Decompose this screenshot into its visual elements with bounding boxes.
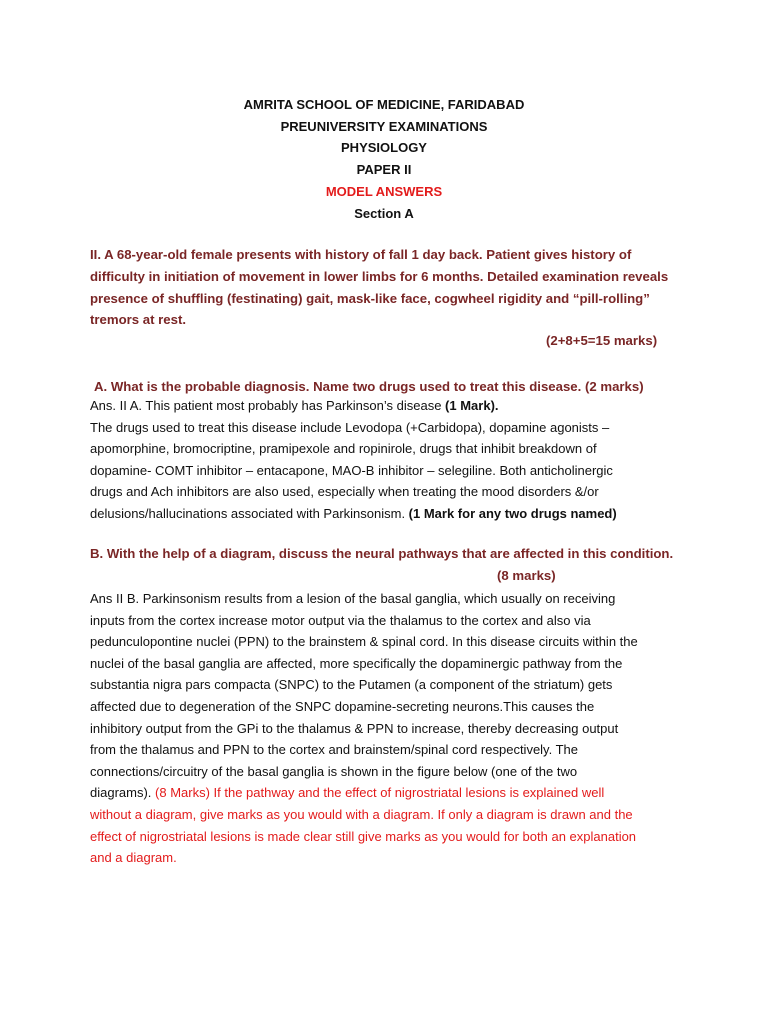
part-b-question: B. With the help of a diagram, discuss the neural pathways that are affected in this condition.	[90, 546, 674, 561]
school-name: AMRITA SCHOOL OF MEDICINE, FARIDABAD	[243, 97, 525, 112]
part-b-answer: Ans II B. Parkinsonism results from a lesion of the basal ganglia, which usually on receiving inputs from the cortex increase motor output via the thalamus to the cortex and also via pedunculopontine nuclei (PPN) to the brainstem & spinal cord. In this disease circuits within the nuclei of the basal ganglia are affected, more specifically the dopaminergic pathway from the substantia nigra pars compacta (SNPC) to the Putamen (a component of the striatum) gets affected due to degeneration of the SNPC dopamine-secreting neurons.This causes the inhibitory output from the GPi to the thalamus & PPN to increase, thereby decreasing output from the thalamus and PPN to the cortex and brainstem/spinal cord respectively. The connections/circuitry of the basal ganglia is shown in the figure below (one of the two diagrams). (8 Marks) If the pathway and the effect of nigrostriatal lesions is explained well without a diagram, give marks as you would with a diagram. If only a diagram is drawn and the effect of nigrostriatal lesions is made clear still give marks as you would for both an explanation and a diagram.	[90, 591, 638, 866]
exam-title: PREUNIVERSITY EXAMINATIONS	[280, 118, 488, 134]
part-b-marks: (8 marks)	[497, 568, 556, 583]
section-title: Section A	[354, 205, 414, 221]
model-answers-title: MODEL ANSWERS	[325, 183, 443, 199]
question-stem: II. A 68-year-old female presents with history of fall 1 day back. Patient gives history of difficulty in initiation of movement in lower limbs for 6 months. Detailed examination reveals presence of shuffling (festinating) gait, mask-like face, cogwheel rigidity and “pill-rolling” tremors at rest.	[90, 247, 669, 328]
document-header	[0, 94, 768, 224]
part-a-answer: Ans. II A. This patient most probably has Parkinson’s disease (1 Mark). The drugs used to treat this disease include Levodopa (+Carbidopa), dopamine agonists – apomorphine, bromocriptine, pramipexole and ropinirole, drugs that inhibit breakdown of dopamine- COMT inhibitor – entacapone, MAO-B inhibitor – selegiline. Both anticholinergic drugs and Ach inhibitors are also used, especially when treating the mood disorders &/or delusions/hallucinations associated with Parkinsonism. (1 Mark for any two drugs named)	[90, 398, 617, 521]
part-a-question: A. What is the probable diagnosis. Name two drugs used to treat this disease. (2 marks)	[94, 379, 644, 394]
subject-title: PHYSIOLOGY	[341, 140, 427, 156]
question-marks: (2+8+5=15 marks)	[546, 333, 658, 348]
paper-title: PAPER II	[356, 162, 412, 178]
